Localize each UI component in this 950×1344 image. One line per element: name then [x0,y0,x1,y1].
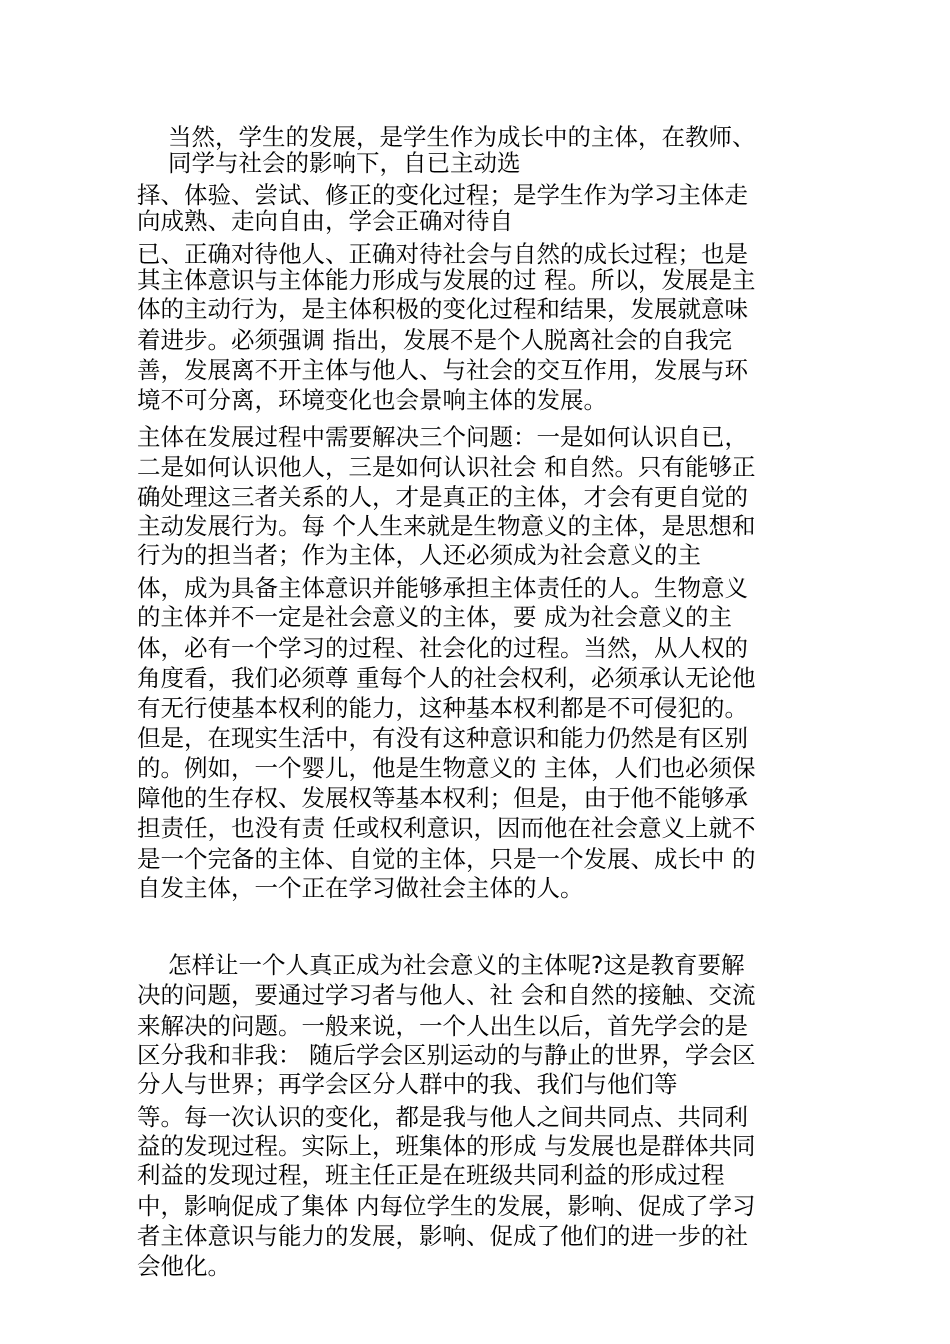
paragraph-line: 分人与世界；再学会区分人群中的我、我们与他们等 [137,1070,678,1098]
paragraph-line: 决的问题，要通过学习者与他人、社 会和自然的接触、交流 [137,981,756,1009]
paragraph-line: 的主体并不一定是社会意义的主体，要 成为社会意义的主 [137,603,732,631]
paragraph-line: 利益的发现过程，班主任正是在班级共同利益的形成过程 [137,1161,725,1189]
paragraph-line: 境不可分离，环境变化也会景响主体的发展。 [137,386,607,414]
paragraph-line: 二是如何认识他人，三是如何认识社会 和自然。只有能够正 [137,453,756,481]
paragraph-line: 益的发现过程。实际上，班集体的形成 与发展也是群体共同 [137,1132,756,1160]
paragraph-line: 确处理这三者关系的人，才是真正的主体，才会有更自觉的 [137,483,748,511]
paragraph-line: 中，影响促成了集体 内每位学生的发展，影响、促成了学习 [137,1192,756,1220]
paragraph-line: 其主体意识与主体能力形成与发展的过 程。所以，发展是主 [137,266,756,294]
paragraph-line: 当然，学生的发展，是学生作为成长中的主体，在教师、 [168,123,756,151]
paragraph-line: 向成熟、走向自由，学会正确对待自 [137,207,513,235]
paragraph-line: 来解决的问题。一般来说，一个人出生以后，首先学会的是 [137,1012,748,1040]
paragraph-line: 怎样让一个人真正成为社会意义的主体呢?这是教育要解 [168,951,745,979]
paragraph-line: 角度看，我们必须尊 重每个人的社会权利，必须承认无论他 [137,664,756,692]
paragraph-line: 已、正确对待他人、正确对待社会与自然的成长过程；也是 [137,240,748,268]
paragraph-line: 障他的生存权、发展权等基本权利；但是，由于他不能够承 [137,784,748,812]
paragraph-line: 是一个完备的主体、自觉的主体，只是一个发展、成长中 的 [137,845,756,873]
paragraph-line: 体的主动行为，是主体积极的变化过程和结果，发展就意味 [137,295,748,323]
paragraph-line: 等。每一次认识的变化，都是我与他人之间共同点、共同利 [137,1103,748,1131]
paragraph-line: 区分我和非我： 随后学会区别运动的与静止的世界，学会区 [137,1041,756,1069]
paragraph-line: 者主体意识与能力的发展，影响、促成了他们的进一步的社 [137,1222,748,1250]
paragraph-line: 有无行使基本权利的能力，这种基本权利都是不可侵犯的。 [137,694,748,722]
paragraph-line: 的。例如，一个婴儿，他是生物意义的 主体，人们也必须保 [137,754,756,782]
paragraph-line: 担责任，也没有责 任或权利意识，因而他在社会意义上就不 [137,814,756,842]
paragraph-line: 善，发展离不开主体与他人、与社会的交互作用，发展与环 [137,356,748,384]
paragraph-line: 体，成为具备主体意识并能够承担主体责任的人。生物意义 [137,574,748,602]
paragraph-line: 体，必有一个学习的过程、社会化的过程。当然，从人权的 [137,634,748,662]
paragraph-line: 择、体验、尝试、修正的变化过程；是学生作为学习主体走 [137,181,748,209]
paragraph-line: 会他化。 [137,1252,231,1280]
paragraph-line: 但是，在现实生活中，有没有这种意识和能力仍然是有区别 [137,724,748,752]
paragraph-line: 自发主体，一个正在学习做社会主体的人。 [137,874,584,902]
paragraph-line: 主动发展行为。每 个人生来就是生物意义的主体，是思想和 [137,512,756,540]
paragraph-line: 着进步。必须强调 指出，发展不是个人脱离社会的自我完 [137,326,732,354]
paragraph-line: 行为的担当者；作为主体，人还必须成为社会意义的主 [137,541,701,569]
paragraph-line: 主体在发展过程中需要解决三个问题：一是如何认识自已， [137,423,748,451]
paragraph-line: 同学与社会的影响下，自已主动选 [168,149,521,177]
